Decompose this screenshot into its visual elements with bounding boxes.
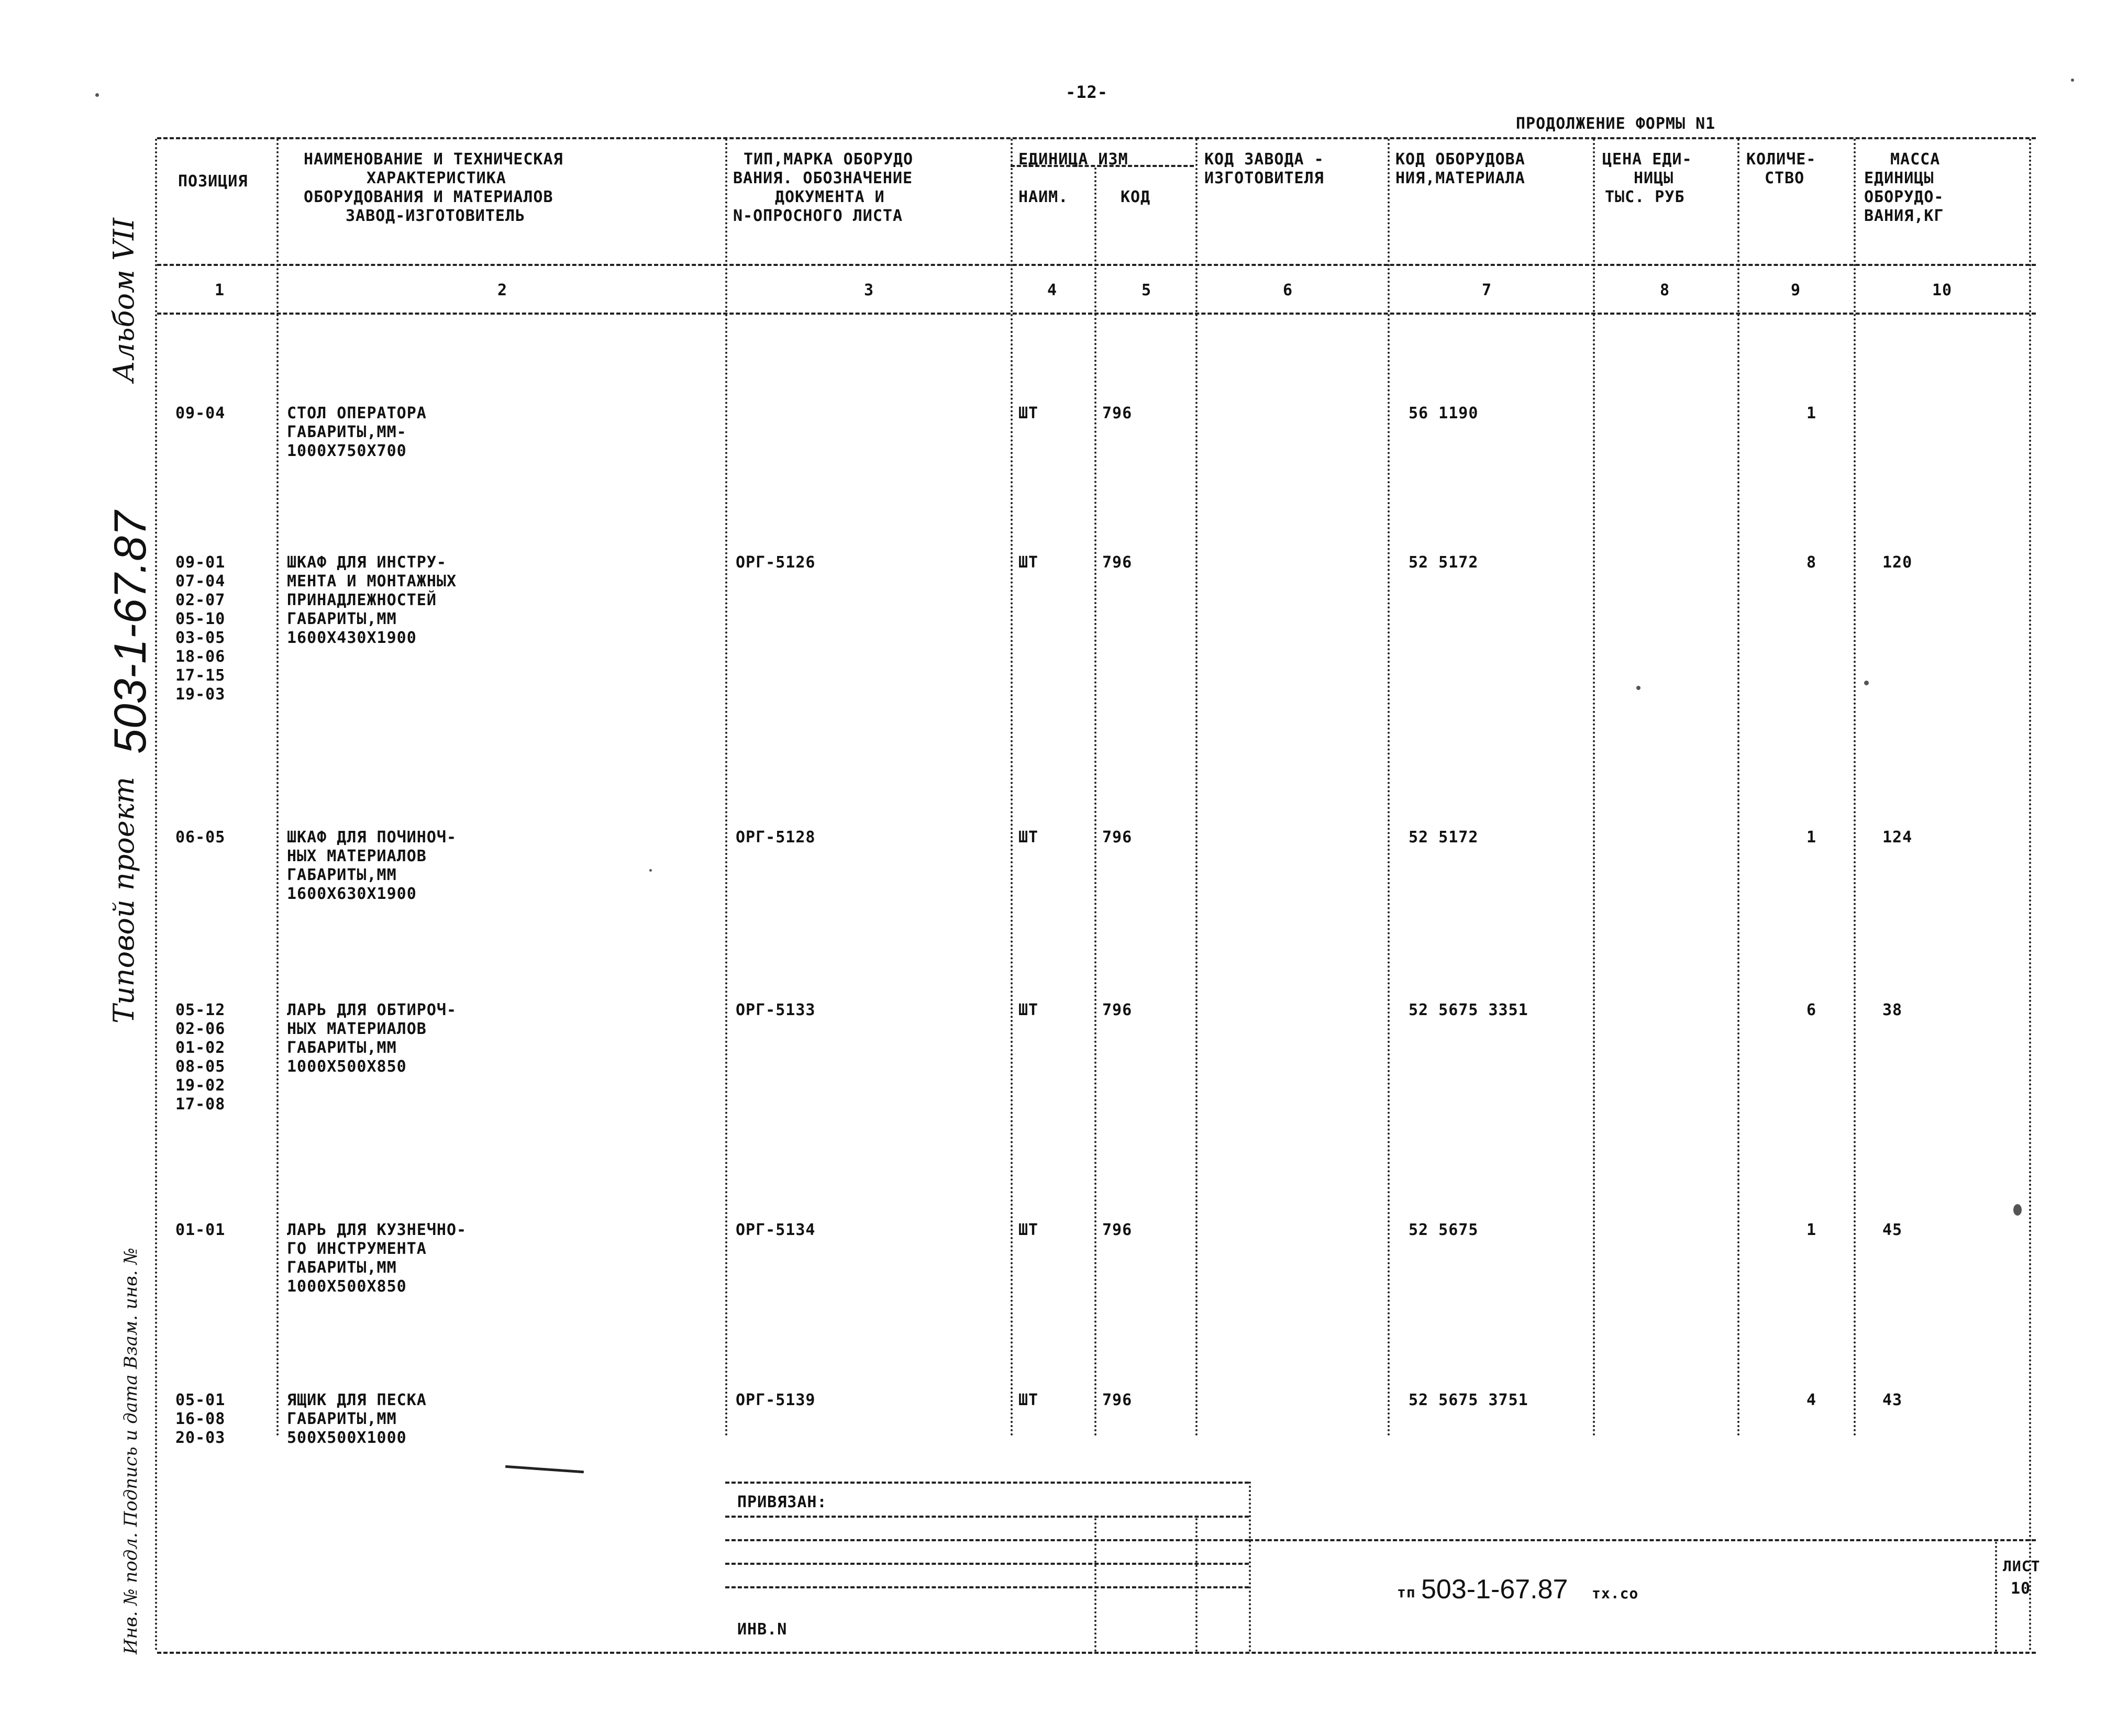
header-quantity: СТВО: [1765, 169, 1805, 187]
position-code: 05-10: [175, 610, 226, 628]
position-code: 09-04: [175, 404, 226, 422]
mass: 124: [1882, 828, 1913, 847]
header-position: ПОЗИЦИЯ: [178, 172, 248, 191]
col-separator: [1737, 139, 1739, 1437]
column-number: 4: [1047, 281, 1058, 299]
doc-prefix: тп: [1397, 1584, 1416, 1601]
position-code: 16-08: [175, 1410, 226, 1428]
position-code: 05-12: [175, 1001, 226, 1019]
item-name-line: 1600X430X1900: [287, 629, 417, 647]
header-type-line: ДОКУМЕНТА И: [775, 188, 885, 206]
item-name-line: ГАБАРИТЫ,ММ: [287, 1039, 397, 1057]
position-code: 17-15: [175, 666, 226, 685]
unit-name: ШТ: [1018, 828, 1039, 847]
item-name-line: ЛАРЬ ДЛЯ КУЗНЕЧНО-: [287, 1221, 467, 1239]
position-code: 01-02: [175, 1039, 226, 1057]
header-type-line: N-ОПРОСНОГО ЛИСТА: [733, 207, 903, 225]
item-name-line: 1600X630X1900: [287, 885, 417, 903]
unit-code: 796: [1102, 1001, 1133, 1019]
item-name-line: 1000X750X700: [287, 442, 407, 460]
scan-speck: [2071, 79, 2074, 82]
margin-project-label: Типовой проект: [107, 776, 140, 1023]
stamp-separator: [1995, 1542, 1997, 1652]
right-border: [2029, 139, 2031, 1652]
unit-code: 796: [1102, 1391, 1133, 1409]
header-mass: ВАНИЯ,КГ: [1864, 207, 1944, 225]
position-code: 05-01: [175, 1391, 226, 1409]
stamp-rule: [725, 1539, 1249, 1541]
stamp-rule: [725, 1482, 1249, 1484]
equipment-code: 52 5172: [1409, 828, 1479, 847]
stamp-rule: [725, 1516, 1249, 1518]
position-code: 19-02: [175, 1076, 226, 1095]
unit-name: ШТ: [1018, 1391, 1039, 1409]
type-designation: ОРГ-5133: [736, 1001, 816, 1019]
header-mass: МАССА: [1890, 150, 1941, 169]
item-name-line: ГО ИНСТРУМЕНТА: [287, 1240, 427, 1258]
doc-number: 503-1-67.87: [1421, 1574, 1568, 1605]
position-code: 19-03: [175, 685, 226, 704]
continuation-title: ПРОДОЛЖЕНИЕ ФОРМЫ N1: [1516, 115, 1716, 133]
mass: 43: [1882, 1391, 1903, 1409]
stamp-rule: [725, 1563, 1249, 1565]
column-number: 9: [1791, 281, 1801, 299]
stamp-separator: [1249, 1482, 1251, 1652]
left-border: [155, 139, 157, 1652]
item-name-line: ГАБАРИТЫ,ММ: [287, 610, 397, 628]
header-name-line: ЗАВОД-ИЗГОТОВИТЕЛЬ: [346, 207, 526, 225]
item-name-line: 1000X500X850: [287, 1277, 407, 1296]
item-name-line: 500X500X1000: [287, 1429, 407, 1447]
column-number: 1: [215, 281, 225, 299]
equipment-code: 52 5675 3751: [1409, 1391, 1528, 1409]
item-name-line: СТОЛ ОПЕРАТОРА: [287, 404, 427, 422]
doc-suffix: тх.со: [1592, 1585, 1639, 1602]
header-unit-code: КОД: [1121, 188, 1151, 206]
header-name-line: НАИМЕНОВАНИЕ И ТЕХНИЧЕСКАЯ: [304, 150, 563, 169]
type-designation: ОРГ-5126: [736, 553, 816, 572]
scan-speck: [1636, 686, 1641, 690]
item-name-line: ГАБАРИТЫ,ММ: [287, 1410, 397, 1428]
header-price: ЦЕНА ЕДИ-: [1602, 150, 1692, 169]
item-name-line: ПРИНАДЛЕЖНОСТЕЙ: [287, 591, 437, 609]
column-number: 5: [1141, 281, 1152, 299]
col-separator: [276, 139, 279, 1437]
position-code: 02-06: [175, 1020, 226, 1038]
quantity: 8: [1806, 553, 1817, 572]
col-separator: [1388, 139, 1390, 1437]
scan-speck: [1864, 681, 1869, 685]
stamp-separator: [1094, 1518, 1096, 1652]
column-number: 8: [1660, 281, 1670, 299]
position-code: 06-05: [175, 828, 226, 847]
col-separator: [1593, 139, 1595, 1437]
unit-name: ШТ: [1018, 404, 1039, 422]
item-name-line: ГАБАРИТЫ,ММ-: [287, 423, 407, 441]
position-code: 03-05: [175, 629, 226, 647]
unit-code: 796: [1102, 404, 1133, 422]
pen-stroke: [505, 1465, 584, 1473]
header-unit-name: НАИМ.: [1018, 188, 1069, 206]
unit-name: ШТ: [1018, 553, 1039, 572]
item-name-line: НЫХ МАТЕРИАЛОВ: [287, 847, 427, 865]
item-name-line: 1000X500X850: [287, 1058, 407, 1076]
header-price: ТЫС. РУБ: [1605, 188, 1685, 206]
column-number: 7: [1482, 281, 1492, 299]
column-number: 6: [1283, 281, 1293, 299]
type-designation: ОРГ-5128: [736, 828, 816, 847]
position-code: 18-06: [175, 648, 226, 666]
margin-signature-fields: Инв. № подл. Подпись и дата Взам. инв. №: [120, 1248, 141, 1654]
header-equipment-code: КОД ОБОРУДОВА: [1395, 150, 1525, 169]
header-factory-code: КОД ЗАВОДА -: [1204, 150, 1324, 169]
column-number: 10: [1932, 281, 1953, 299]
position-code: 20-03: [175, 1429, 226, 1447]
sheet-number: 10: [2011, 1579, 2031, 1598]
position-code: 09-01: [175, 553, 226, 572]
position-code: 08-05: [175, 1058, 226, 1076]
page-number: -12-: [1066, 82, 1109, 102]
position-code: 01-01: [175, 1221, 226, 1239]
item-name-line: ЛАРЬ ДЛЯ ОБТИРОЧ-: [287, 1001, 457, 1019]
equipment-code: 52 5675 3351: [1409, 1001, 1528, 1019]
unit-code: 796: [1102, 553, 1133, 572]
sheet-label: ЛИСТ: [2003, 1557, 2041, 1575]
unit-name: ШТ: [1018, 1001, 1039, 1019]
header-unit: ЕДИНИЦА ИЗМ: [1018, 150, 1128, 169]
header-bottom-rule: [157, 264, 2036, 266]
position-code: 17-08: [175, 1095, 226, 1114]
position-code: 07-04: [175, 572, 226, 591]
col-separator: [1195, 139, 1198, 1437]
item-name-line: ШКАФ ДЛЯ ПОЧИНОЧ-: [287, 828, 457, 847]
header-mass: ЕДИНИЦЫ: [1864, 169, 1934, 187]
header-price: НИЦЫ: [1634, 169, 1674, 187]
column-number: 2: [497, 281, 508, 299]
quantity: 1: [1806, 828, 1817, 847]
col-separator: [1094, 168, 1096, 1437]
header-mass: ОБОРУДО-: [1864, 188, 1944, 206]
equipment-code: 56 1190: [1409, 404, 1479, 422]
item-name-line: ЯЩИК ДЛЯ ПЕСКА: [287, 1391, 427, 1409]
stamp-privyazan: ПРИВЯЗАН:: [737, 1493, 827, 1511]
scan-speck: [649, 869, 652, 872]
position-code: 02-07: [175, 591, 226, 609]
item-name-line: ГАБАРИТЫ,ММ: [287, 866, 397, 884]
quantity: 4: [1806, 1391, 1817, 1409]
unit-code: 796: [1102, 1221, 1133, 1239]
stamp-separator: [1195, 1518, 1198, 1652]
quantity: 1: [1806, 1221, 1817, 1239]
type-designation: ОРГ-5134: [736, 1221, 816, 1239]
equipment-code: 52 5172: [1409, 553, 1479, 572]
column-number: 3: [864, 281, 874, 299]
item-name-line: ШКАФ ДЛЯ ИНСТРУ-: [287, 553, 447, 572]
album-label: Альбом VII: [107, 218, 140, 382]
mass: 120: [1882, 553, 1913, 572]
scan-speck: [95, 93, 99, 97]
stamp-inv: ИНВ.N: [737, 1620, 788, 1639]
stamp-rule: [1249, 1539, 2036, 1541]
type-designation: ОРГ-5139: [736, 1391, 816, 1409]
item-name-line: МЕНТА И МОНТАЖНЫХ: [287, 572, 457, 591]
header-type-line: ВАНИЯ. ОБОЗНАЧЕНИЕ: [733, 169, 913, 187]
numbers-bottom-rule: [157, 313, 2036, 315]
item-name-line: НЫХ МАТЕРИАЛОВ: [287, 1020, 427, 1038]
stamp-rule: [725, 1586, 1249, 1588]
bottom-rule: [157, 1652, 2036, 1654]
equipment-code: 52 5675: [1409, 1221, 1479, 1239]
header-factory-code: ИЗГОТОВИТЕЛЯ: [1204, 169, 1324, 187]
mass: 45: [1882, 1221, 1903, 1239]
item-name-line: ГАБАРИТЫ,ММ: [287, 1259, 397, 1277]
quantity: 6: [1806, 1001, 1817, 1019]
table-top-rule: [157, 137, 2036, 139]
margin-project-number: 503-1-67.87: [105, 511, 156, 754]
unit-code: 796: [1102, 828, 1133, 847]
header-quantity: КОЛИЧЕ-: [1746, 150, 1816, 169]
scan-speck: [2013, 1204, 2022, 1216]
col-separator: [1011, 139, 1013, 1437]
header-equipment-code: НИЯ,МАТЕРИАЛА: [1395, 169, 1525, 187]
header-name-line: ХАРАКТЕРИСТИКА: [367, 169, 506, 187]
header-name-line: ОБОРУДОВАНИЯ И МАТЕРИАЛОВ: [304, 188, 553, 206]
unit-name: ШТ: [1018, 1221, 1039, 1239]
col-separator: [1854, 139, 1856, 1437]
col-separator: [725, 139, 727, 1437]
header-type-line: ТИП,МАРКА ОБОРУДО: [744, 150, 914, 169]
mass: 38: [1882, 1001, 1903, 1019]
quantity: 1: [1806, 404, 1817, 422]
